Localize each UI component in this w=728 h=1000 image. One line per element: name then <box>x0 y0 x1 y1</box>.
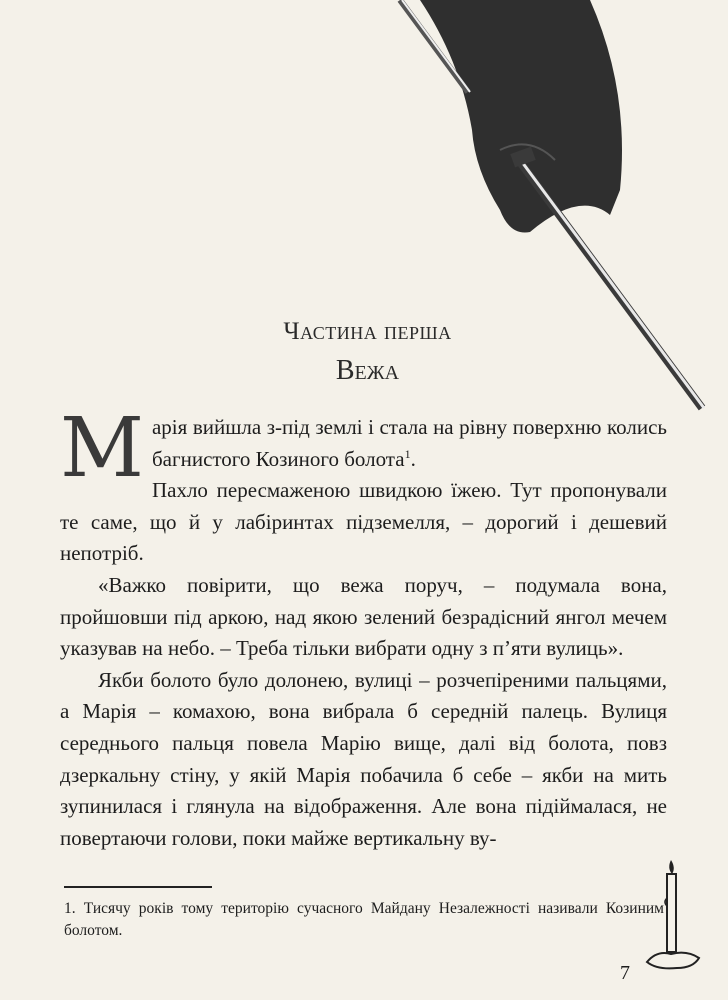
paragraph-1: Марія вийшла з-під землі і стала на рівну поверхню колись багнистого Козиного болота$^1$. <box>60 401 667 496</box>
paragraph-3: Якби болото було долонею, вулиці – розчепіреними пальцями, а Марія – комахою, вона вибрала б середній палець. Вулиця середнього пальця повела Марію вище, далі від болота, повз дзеркальну стіну, у якій Марія побачила б себе – якби на мить зупинилася і глянула на відображення. Але вона підіймалася, не повертаючи голови, поки майже вертикальну ву- <box>60 667 667 850</box>
page-number: 7 <box>620 962 630 984</box>
chapter-body <box>60 401 667 854</box>
footnote-divider <box>64 886 212 888</box>
chapter-title: Вежа <box>335 355 400 386</box>
candle-in-hand-icon <box>643 858 703 988</box>
part-title: Частина перша <box>283 318 452 345</box>
paragraph-1-text: арія вийшла з-під землі і стала на рівну поверхню колись багнистого Козиного болота <box>151 415 667 471</box>
drop-cap: М <box>60 401 144 496</box>
footnote-ref[interactable]: 1 <box>404 446 411 461</box>
footnote: 1. Тисячу років тому територію сучасного Майдану Незалежності називали Козиним болотом. <box>64 900 664 939</box>
paragraph-2: «Важко повірити, що вежа поруч, – подумала вона, пройшовши під аркою, над якою зелений безрадісний янгол мечем указував на небо. – Треба тільки вибрати одну з п’яти вулиць». <box>60 572 667 661</box>
paragraph-1-cont: Пахло пересмаженою швидкою їжею. Тут пропонували те саме, що й у лабіринтах підземелля, – дорогий і дешевий непотріб. <box>60 478 667 566</box>
